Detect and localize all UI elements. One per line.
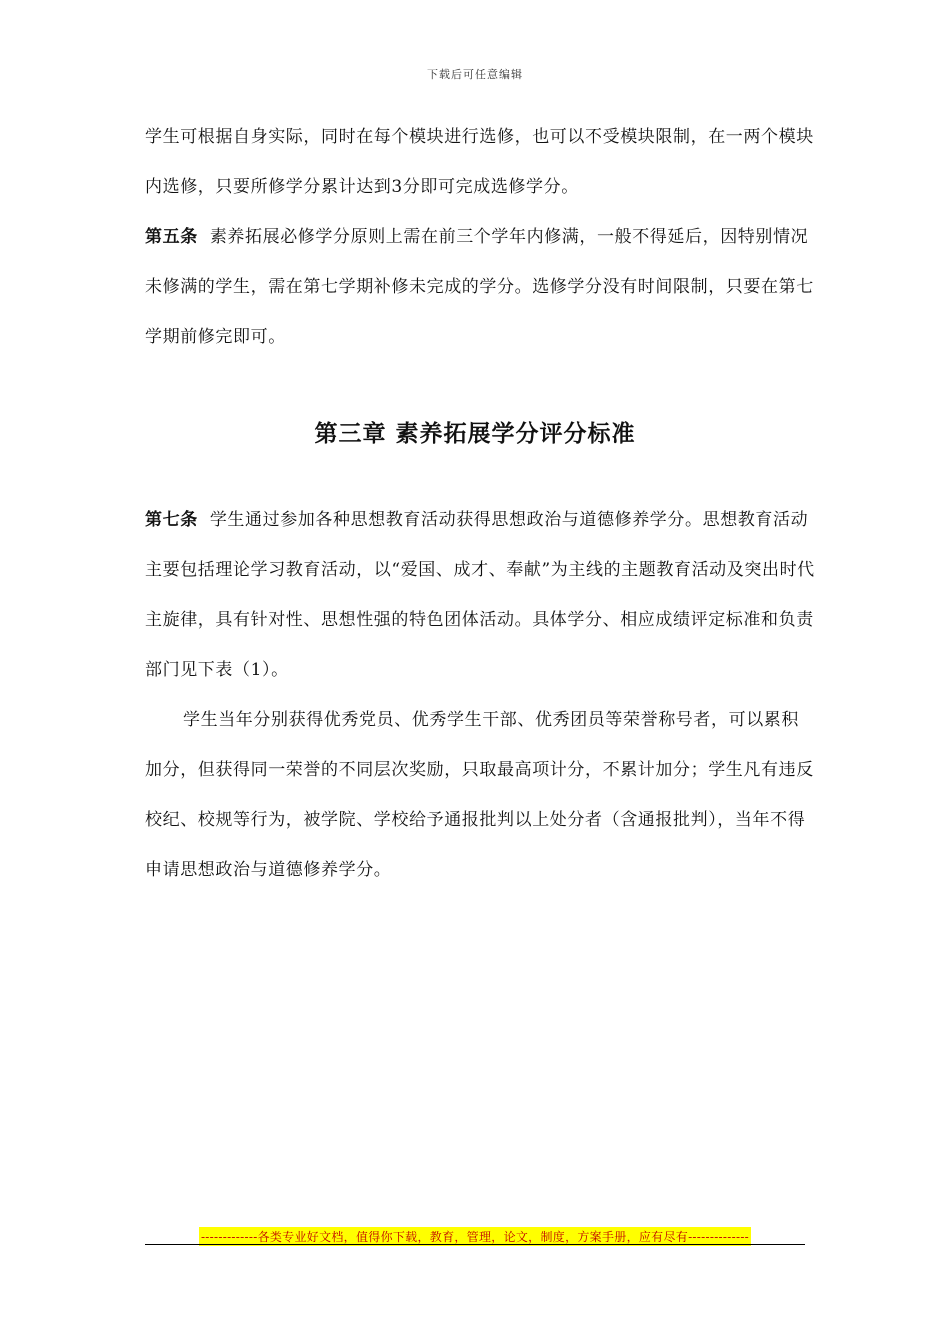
footer-banner <box>0 1226 950 1246</box>
section-electives <box>145 112 815 362</box>
article-5-text: 素养拓展必修学分原则上需在前三个学年内修满，一般不得延后，因特别情况未修满的学生，需在第七学期补修未完成的学分。选修学分没有时间限制，只要在第七学期前修完即可。 <box>145 227 814 347</box>
article-5 <box>145 212 815 362</box>
footer-divider <box>145 1244 805 1245</box>
paragraph-elective-rules: 学生可根据自身实际，同时在每个模块进行选修，也可以不受模块限制，在一两个模块内选修，只要所修学分累计达到3分即可完成选修学分。 <box>145 127 814 197</box>
article-7 <box>145 495 815 695</box>
article-5-label: 第五条 <box>145 227 198 247</box>
section-scoring <box>145 495 815 895</box>
header-note: 下载后可任意编辑 <box>427 68 523 81</box>
paragraph-honors: 学生当年分别获得优秀党员、优秀学生干部、优秀团员等荣誉称号者，可以累积加分，但获得同一荣誉的不同层次奖励，只取最高项计分，不累计加分；学生凡有违反校纪、校规等行为，被学院、学校给予通报批判以上处分者（含通报批判），当年不得申请思想政治与道德修养学分。 <box>145 710 814 880</box>
article-7-label: 第七条 <box>145 510 198 530</box>
chapter-title: 第三章 素养拓展学分评分标准 <box>314 421 636 447</box>
footer-banner-text: -------------各类专业好文档，值得你下载，教育，管理，论文，制度，方案手册，应有尽有-------------- <box>199 1227 751 1246</box>
article-7-text: 学生通过参加各种思想教育活动获得思想政治与道德修养学分。思想教育活动主要包括理论学习教育活动，以“爱国、成才、奉献”为主线的主题教育活动及突出时代主旋律，具有针对性、思想性强的特色团体活动。具体学分、相应成绩评定标准和负责部门见下表（1）。 <box>145 510 815 680</box>
